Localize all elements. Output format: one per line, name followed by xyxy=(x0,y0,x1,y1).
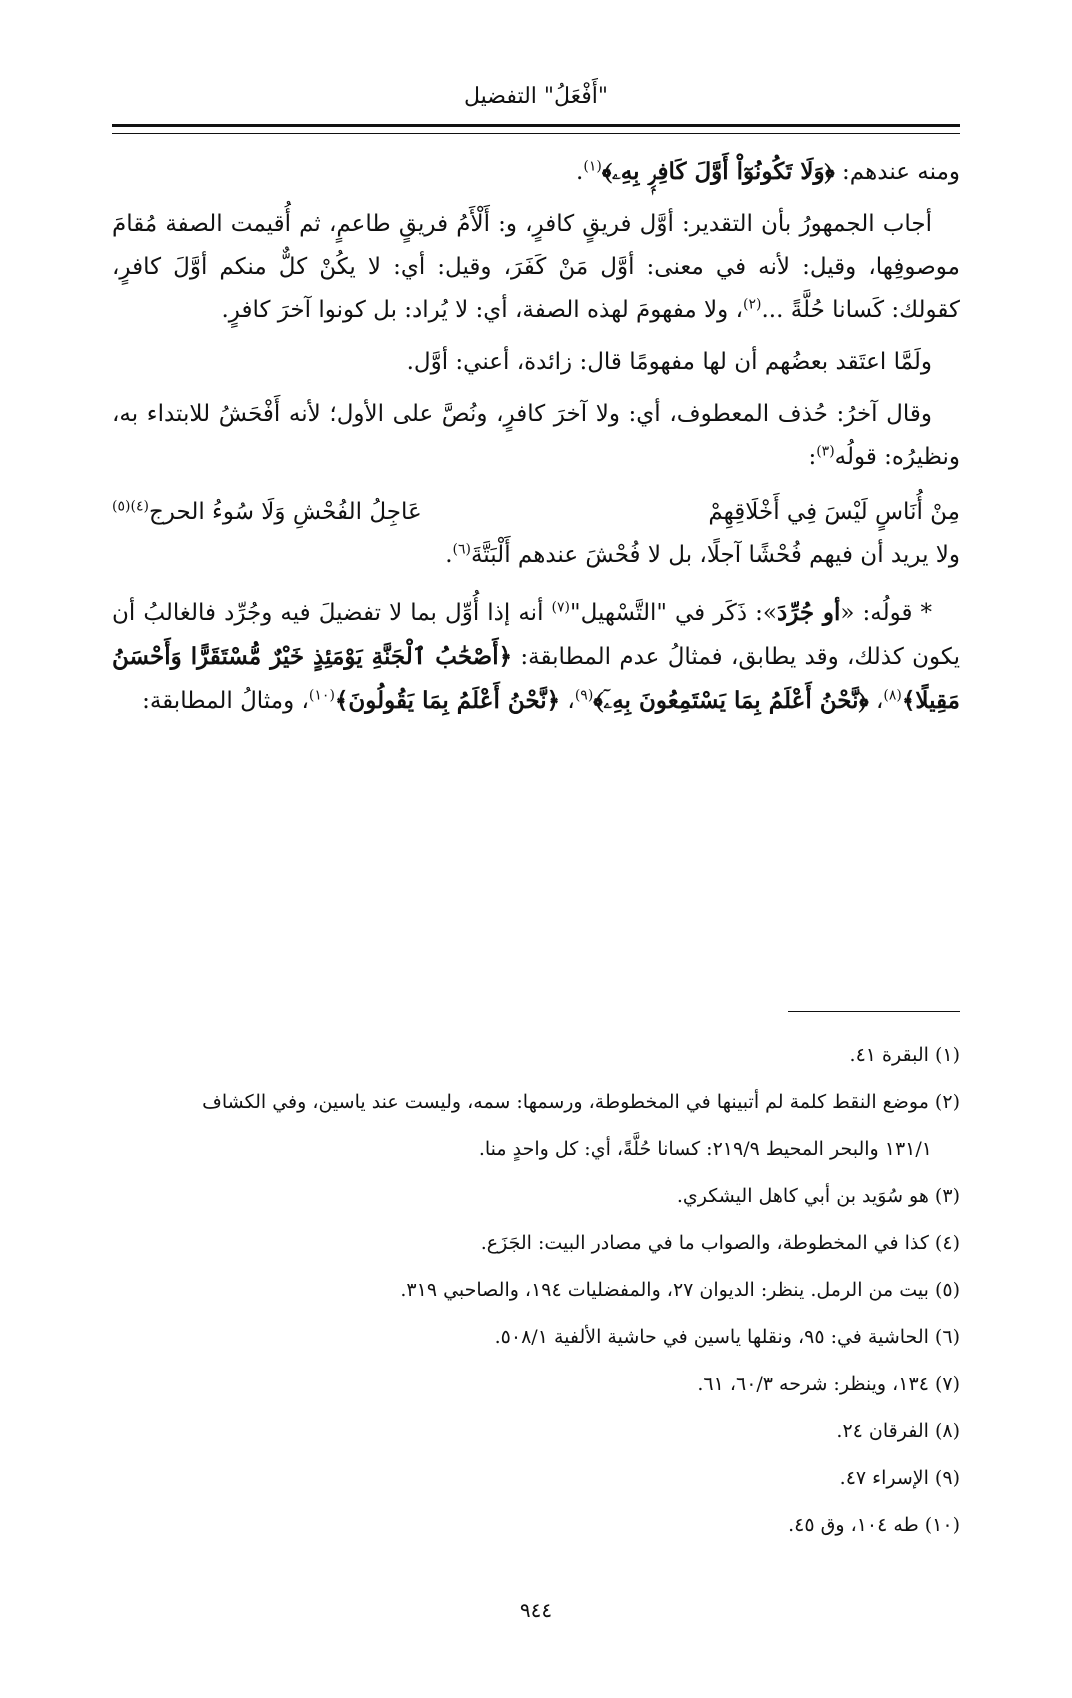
paragraph-1 xyxy=(112,150,960,194)
footnote-ref: (٧) xyxy=(551,599,570,616)
footnote-10: (١٠) طه ١٠٤، وق ٤٥. xyxy=(788,1514,960,1536)
running-head: "أَفْعَلُ" التفضيل xyxy=(463,84,609,109)
text: * قولُه: « xyxy=(840,600,933,626)
page-number: ٩٤٤ xyxy=(519,1598,553,1622)
text: . xyxy=(445,542,453,568)
header-rule-thin xyxy=(112,133,960,134)
text: ، ولا مفهومَ لهذه الصفة، أي: لا يُراد: بل كونوا آخرَ كافرٍ. xyxy=(221,297,743,323)
footnote-1: (١) البقرة ٤١. xyxy=(849,1044,960,1066)
footnote-3: (٣) هو سُوَيد بن أبي كاهل اليشكري. xyxy=(676,1185,960,1207)
footnote-2-continuation: ١٣١/١ والبحر المحيط ٢١٩/٩: كسانا حُلَّةً، أي: كل واحدٍ منا. xyxy=(478,1138,932,1160)
verse-first-hemistich: مِنْ أُنَاسٍ لَيْسَ فِي أَخْلَاقِهِمْ xyxy=(708,499,960,525)
text: وقال آخرُ: حُذف المعطوف، أي: ولا آخرَ كافرٍ، ونُصَّ على الأول؛ لأنه أَفْحَشُ للابتداء به، ونظيرُه: قولُه xyxy=(112,401,960,470)
footnote-ref: (٦) xyxy=(452,541,471,558)
quran-verse: ﴿وَلَا تَكُونُوٓاْ أَوَّلَ كَافِرِۭ بِهِۦ﴾ xyxy=(601,158,835,185)
footnote-2: (٢) موضع النقط كلمة لم أتبينها في المخطوطة، ورسمها: سمه، وليست عند ياسين، وفي الكشاف xyxy=(202,1091,960,1113)
footnote-6: (٦) الحاشية في: ٩٥، ونقلها ياسين في حاشية الألفية ٥٠٨/١. xyxy=(494,1326,960,1348)
footnote-ref: (١٠) xyxy=(308,687,335,704)
poetry-verse xyxy=(112,491,960,534)
footnote-ref: (٩) xyxy=(574,687,594,704)
text: ، xyxy=(560,688,575,714)
paragraph-6 xyxy=(112,591,960,723)
text: . xyxy=(576,159,584,185)
quran-verse: ﴿نَّحْنُ أَعْلَمُ بِمَا يَسْتَمِعُونَ بِهِۦٓ﴾ xyxy=(593,687,869,714)
verse-second-hemistich xyxy=(112,491,422,534)
footnotes xyxy=(112,1036,960,1553)
footnote-9: (٩) الإسراء ٤٧. xyxy=(839,1467,960,1489)
footnote-ref: (٤) xyxy=(130,498,149,515)
header-rule-thick xyxy=(112,124,960,127)
text: عَاجِلُ الفُحْشِ وَلَا سُوءُ الحرج xyxy=(148,499,422,525)
paragraph-4 xyxy=(112,393,960,479)
text: أجاب الجمهورُ بأن التقدير: أوَّل فريقٍ كافرٍ، و: أَلْأَمُ فريقٍ طاعمٍ، ثم أُقيمت الصفة مُقامَ موصوفِها، وقيل: لأنه في معنى: أوَّل مَنْ كَفَرَ، وقيل: أي: لا يكُنْ كلٌّ منكم أوَّلَ كافرٍ، كقولك: كَسانا حُلَّةً ... xyxy=(112,211,960,323)
footnote-ref: (٣) xyxy=(816,443,835,460)
text: ومنه عندهم: xyxy=(834,159,960,185)
paragraph-5 xyxy=(112,534,960,577)
main-text xyxy=(112,150,960,732)
paragraph-2 xyxy=(112,203,960,332)
quran-verse: ﴿أَصْحَٰبُ ٱلْجَنَّةِ يَوْمَئِذٍ خَيْرٌ مُّسْتَقَرًّا وَأَحْسَنُ مَقِيلًا﴾ xyxy=(112,643,960,714)
footnote-ref: (٢) xyxy=(743,296,762,313)
text: أنه إذا أُوِّل بما لا تفضيلَ فيه وجُرِّد فالغالبُ أن يكون كذلك، وقد يطابق، فمثالُ عدم المطابقة: xyxy=(112,600,960,670)
text: ولا يريد أن فيهم فُحْشًا آجلًا، بل لا فُحْشَ عندهم أَلْبَتَّةَ xyxy=(470,542,960,568)
quran-verse: ﴿نَّحْنُ أَعْلَمُ بِمَا يَقُولُونَ﴾ xyxy=(334,687,561,714)
text: ، xyxy=(868,688,884,714)
footnote-ref: (٨) xyxy=(883,687,902,704)
footnote-ref: (٥) xyxy=(112,498,131,515)
footnote-4: (٤) كذا في المخطوطة، والصواب ما في مصادر البيت: الجَزَع. xyxy=(480,1232,960,1254)
footnote-8: (٨) الفرقان ٢٤. xyxy=(836,1420,960,1442)
text: : xyxy=(808,444,817,470)
text: »: ذَكَر في "التَّسْهيل" xyxy=(569,600,777,626)
text: ، ومثالُ المطابقة: xyxy=(142,688,309,714)
footnote-5: (٥) بيت من الرمل. ينظر: الديوان ٢٧، والمفضليات ١٩٤، والصاحبي ٣١٩. xyxy=(400,1279,960,1301)
lemma: أو جُرِّدَ xyxy=(776,599,841,626)
footnote-separator xyxy=(788,1011,960,1012)
footnote-7: (٧) ١٣٤، وينظر: شرحه ٦٠/٣، ٦١. xyxy=(697,1373,960,1395)
paragraph-3: ولَمَّا اعتَقد بعضُهم أن لها مفهومًا قال: زائدة، أعني: أوَّل. xyxy=(406,349,932,375)
footnote-ref: (١) xyxy=(583,158,602,175)
